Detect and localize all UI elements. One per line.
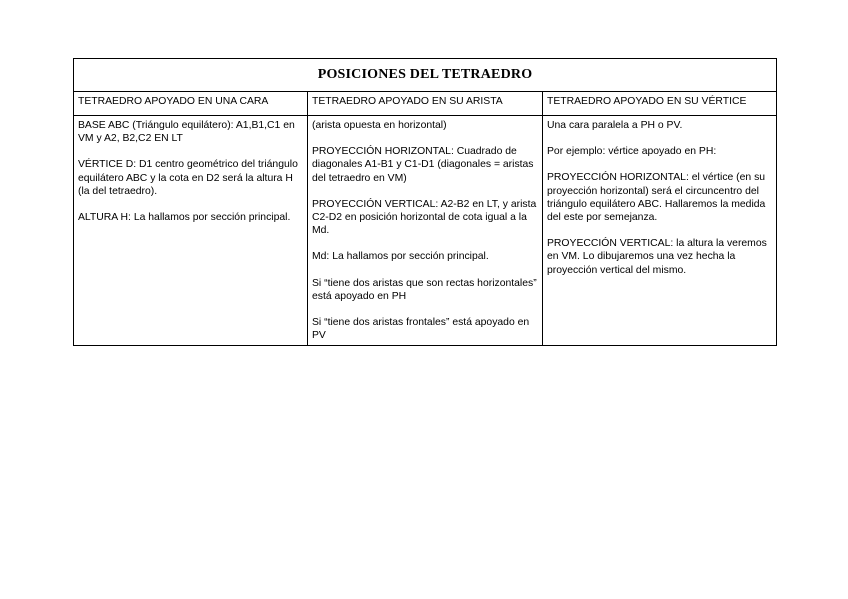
content-row [74,116,777,346]
table-title: POSICIONES DEL TETRAEDRO [317,67,533,82]
arista-vertical-projection-paragraph: PROYECCIÓN VERTICAL: A2-B2 en LT, y arista C2-D2 en posición horizontal de cota igual a la Md. [312,198,537,237]
column-header-arista: TETRAEDRO APOYADO EN SU ARISTA [308,92,543,116]
cara-base-paragraph: BASE ABC (Triángulo equilátero): A1,B1,C1 en VM y A2, B2,C2 EN LT [78,120,295,145]
arista-pv-paragraph: Si “tiene dos aristas frontales” está apoyado en PV [312,317,530,342]
column-body-arista [308,116,543,346]
column-header-cara: TETRAEDRO APOYADO EN UNA CARA [74,92,308,116]
vertice-face-paragraph: Una cara paralela a PH o PV. [547,120,683,131]
arista-md-paragraph: Md: La hallamos por sección principal. [312,251,489,263]
column-body-vertice [543,116,777,346]
title-cell [74,59,777,92]
vertice-vertical-projection-paragraph: PROYECCIÓN VERTICAL: la altura la veremos en VM. Lo dibujaremos una vez hecha la proyección vertical del mismo. [547,238,767,276]
cara-height-paragraph: ALTURA H: La hallamos por sección principal. [78,212,291,224]
title-row [74,59,777,92]
arista-ph-paragraph: Si “tiene dos aristas que son rectas horizontales” está apoyado en PH [312,277,537,302]
positions-table [73,58,777,346]
vertice-example-paragraph: Por ejemplo: vértice apoyado en PH: [547,146,717,158]
arista-horizontal-projection-paragraph: PROYECCIÓN HORIZONTAL: Cuadrado de diagonales A1-B1 y C1-D1 (diagonales = aristas del tetraedro en VM) [312,146,534,184]
arista-note-paragraph: (arista opuesta en horizontal) [312,120,447,131]
header-row [74,92,777,116]
vertice-horizontal-projection-paragraph: PROYECCIÓN HORIZONTAL: el vértice (en su proyección horizontal) será el circuncentro del triángulo equilátero ABC. Hallaremos la medida del este por semejanza. [547,172,766,224]
cara-vertex-paragraph: VÉRTICE D: D1 centro geométrico del triángulo equilátero ABC y la cota en D2 será la altura H (la del tetraedro). [78,159,298,197]
column-body-cara [74,116,308,346]
column-header-vertice: TETRAEDRO APOYADO EN SU VÉRTICE [543,92,777,116]
